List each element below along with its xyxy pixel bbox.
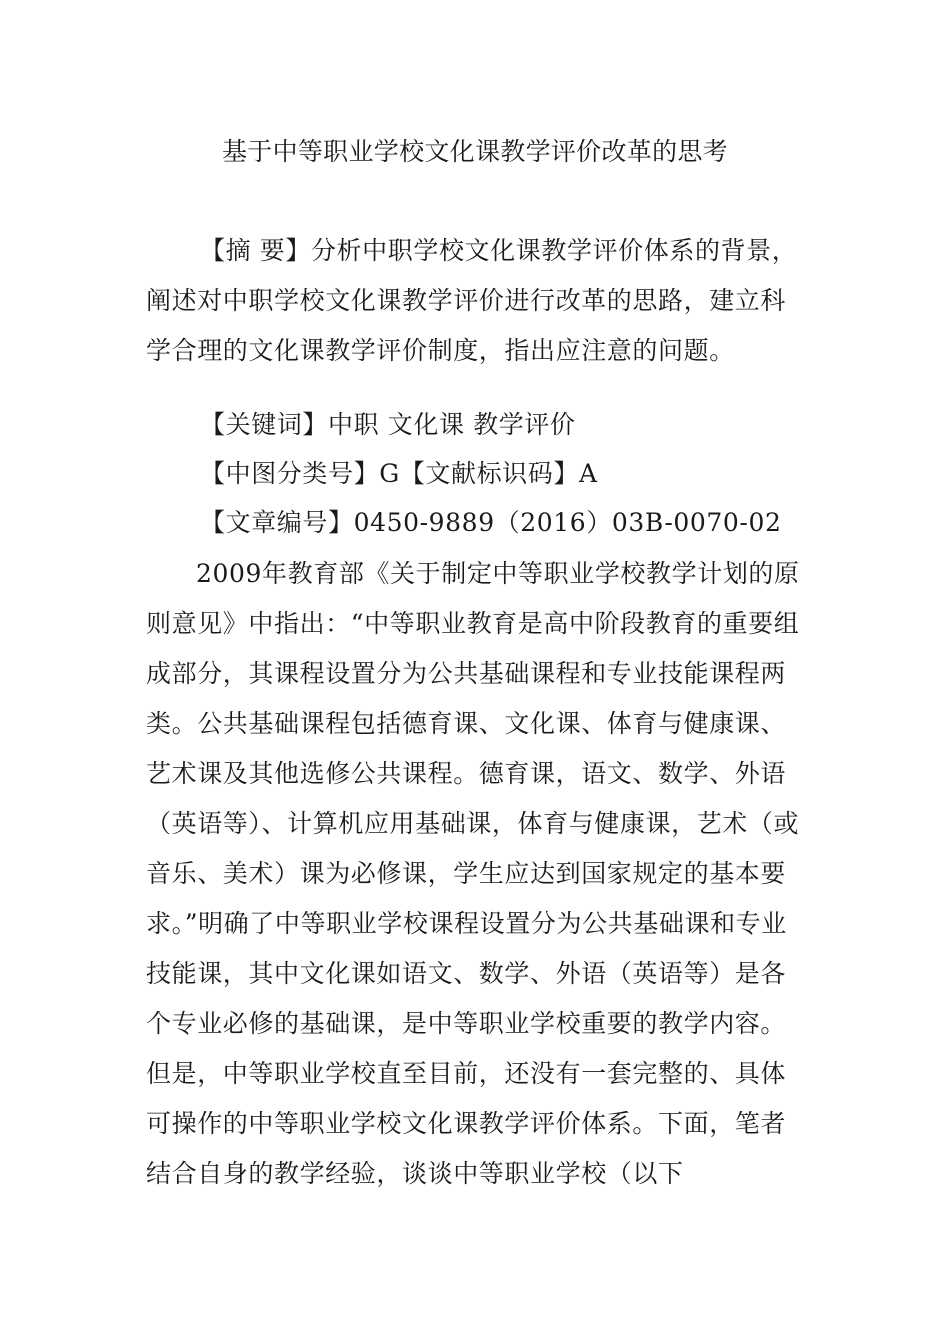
classification-line: 【中图分类号】G【文献标识码】A bbox=[200, 459, 598, 488]
abstract-paragraph: 【摘 要】分析中职学校文化课教学评价体系的背景，阐述对中职学校文化课教学评价进行改革的思路，建立科学合理的文化课教学评价制度，指出应注意的问题。 bbox=[146, 236, 798, 365]
body-paragraph: 2009年教育部《关于制定中等职业学校教学计划的原则意见》中指出：“中等职业教育是高中阶段教育的重要组成部分，其课程设置分为公共基础课程和专业技能课程两类。公共基础课程包括德育课、文化课、体育与健康课、艺术课及其他选修公共课程。德育课，语文、数学、外语（英语等）、计算机应用基础课，体育与健康课，艺术（或音乐、美术）课为必修课，学生应达到国家规定的基本要求。”明确了中等职业学校课程设置分为公共基础课和专业技能课，其中文化课如语文、数学、外语（英语等）是各个专业必修的基础课，是中等职业学校重要的教学内容。但是，中等职业学校直至目前，还没有一套完整的、具体可操作的中等职业学校文化课教学评价体系。下面，笔者结合自身的教学经验，谈谈中等职业学校（以下 bbox=[146, 559, 800, 1188]
article-number-line: 【文章编号】0450-9889（2016）03B-0070-02 bbox=[200, 508, 782, 537]
document-title: 基于中等职业学校文化课教学评价改革的思考 bbox=[221, 137, 728, 166]
keywords-line: 【关键词】中职 文化课 教学评价 bbox=[200, 410, 576, 439]
